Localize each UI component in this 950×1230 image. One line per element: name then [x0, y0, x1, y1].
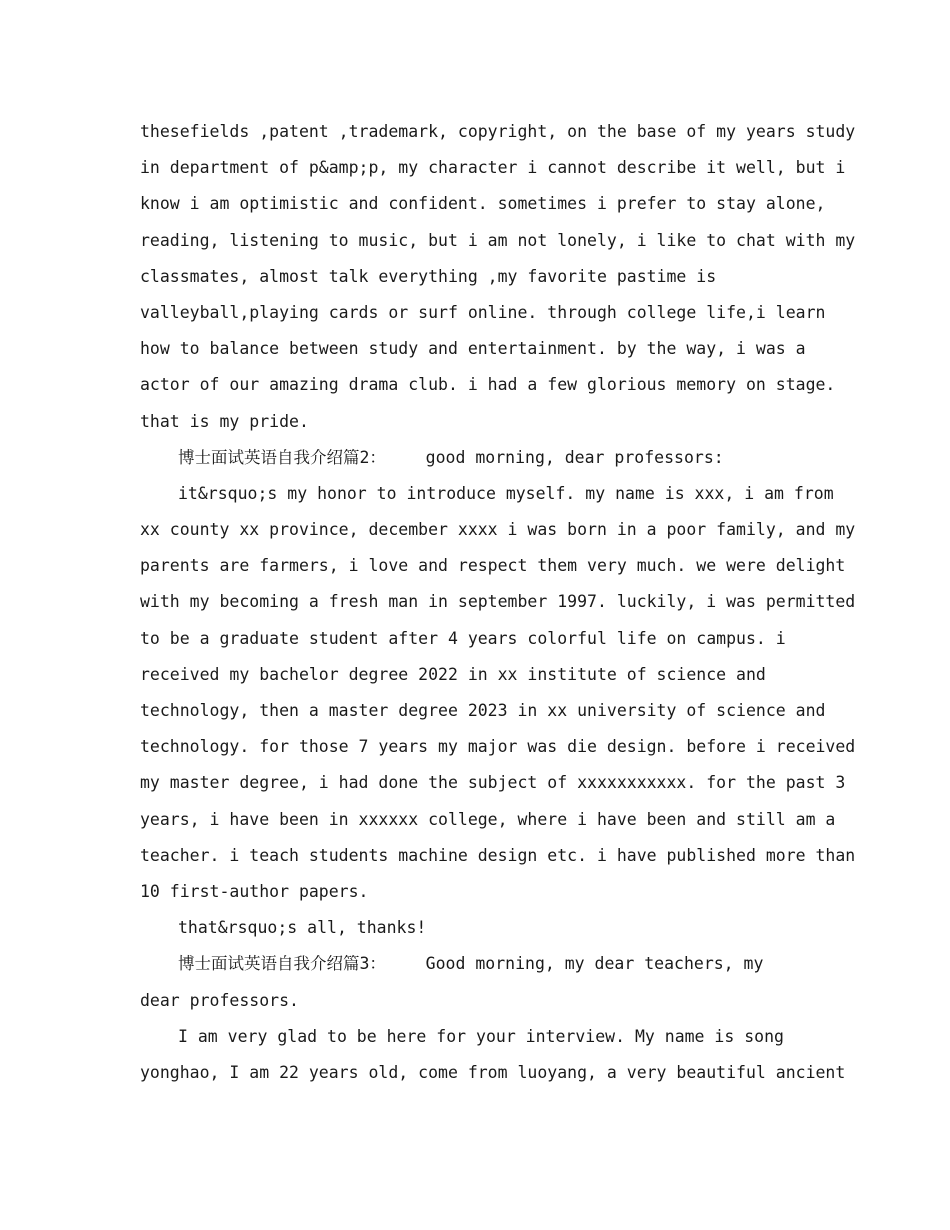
text-line: to be a graduate student after 4 years colorful life on campus. i	[140, 628, 786, 648]
text-line: valleyball,playing cards or surf online. through college life,i learn	[140, 302, 826, 322]
text-line: technology. for those 7 years my major was die design. before i received	[140, 737, 856, 757]
text-line: parents are farmers, i love and respect them very much. we were delight	[140, 556, 846, 576]
section-heading-2: 博士面试英语自我介绍篇2： good morning, dear professors:	[178, 447, 724, 467]
text-line: thesefields ,patent ,trademark, copyright, on the base of my years study	[140, 122, 856, 141]
text-line: that&rsquo;s all, thanks!	[178, 918, 427, 938]
text-line: technology, then a master degree 2023 in xx university of science and	[140, 701, 826, 720]
text-line: yonghao, I am 22 years old, come from luoyang, a very beautiful ancient	[140, 1062, 846, 1082]
text-line: years, i have been in xxxxxx college, where i have been and still am a	[140, 809, 836, 829]
text-line: I am very glad to be here for your interview. My name is song	[178, 1026, 784, 1046]
text-line: my master degree, i had done the subject of xxxxxxxxxxx. for the past 3	[140, 773, 846, 793]
text-line: actor of our amazing drama club. i had a few glorious memory on stage.	[140, 375, 836, 395]
text-line: know i am optimistic and confident. sometimes i prefer to stay alone,	[140, 194, 826, 214]
text-line: how to balance between study and entertainment. by the way, i was a	[140, 339, 806, 359]
body-text	[140, 114, 856, 1091]
text-line: reading, listening to music, but i am not lonely, i like to chat with my	[140, 230, 856, 250]
text-line: classmates, almost talk everything ,my favorite pastime is	[140, 266, 717, 286]
text-line: xx county xx province, december xxxx i was born in a poor family, and my	[140, 520, 856, 540]
text-line: in department of p&amp;p, my character i cannot describe it well, but i	[140, 158, 846, 178]
text-line: received my bachelor degree 2022 in xx institute of science and	[140, 664, 766, 684]
section-heading-3: 博士面试英语自我介绍篇3： Good morning, my dear teachers, my	[178, 954, 764, 974]
text-line: it&rsquo;s my honor to introduce myself. my name is xxx, i am from	[178, 483, 834, 503]
text-line: teacher. i teach students machine design etc. i have published more than	[140, 845, 856, 865]
text-line: dear professors.	[140, 990, 299, 1010]
text-line: 10 first-author papers.	[140, 881, 369, 901]
text-line: with my becoming a fresh man in september 1997. luckily, i was permitted	[140, 592, 856, 612]
text-line: that is my pride.	[140, 411, 309, 431]
